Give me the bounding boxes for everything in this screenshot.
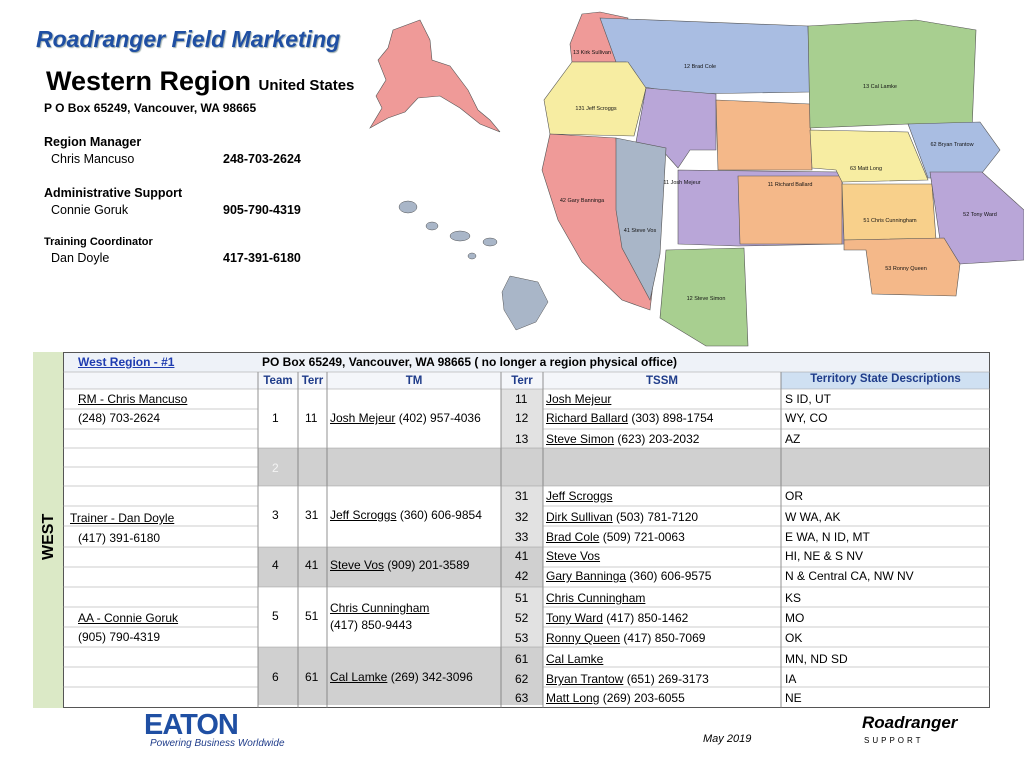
tssm-name[interactable]: Brad Cole (546, 530, 600, 544)
map-label: 53 Ronny Queen (885, 266, 927, 272)
map-alaska (370, 20, 500, 132)
territory-description: N & Central CA, NW NV (785, 569, 914, 583)
tssm-contact (546, 530, 685, 544)
tssm-name[interactable]: Cal Lamke (546, 652, 604, 666)
roadranger-logo: Roadranger (862, 713, 958, 732)
tm-contact (330, 670, 473, 684)
map-label: 11 Josh Mejeur (663, 180, 701, 186)
tm-phone: (402) 957-4036 (395, 411, 481, 425)
tssm-terr: 31 (515, 489, 529, 503)
rm-label: Region Manager (44, 135, 142, 149)
col-tm: TM (405, 375, 423, 387)
tssm-contact (546, 392, 611, 406)
tssm-contact (546, 411, 713, 425)
map-label: 63 Matt Long (849, 166, 883, 172)
map-label: 51 Chris Cunningham (863, 218, 917, 224)
territory-description: WY, CO (785, 411, 828, 425)
rm-name: Chris Mancuso (51, 152, 135, 166)
team-terr: 61 (305, 670, 319, 684)
tssm-terr: 53 (515, 631, 529, 645)
tssm-name[interactable]: Matt Long (546, 691, 600, 705)
eaton-logo (144, 710, 244, 738)
tssm-terr: 62 (515, 672, 529, 686)
map-label: 11 Richard Ballard (767, 182, 813, 188)
trainer-name: Dan Doyle (51, 251, 110, 265)
map-label: 13 Kirk Sullivan (573, 50, 611, 56)
tssm-contact (546, 652, 603, 666)
tssm-name[interactable]: Tony Ward (546, 611, 603, 625)
footer-date: May 2019 (703, 733, 752, 745)
tssm-contact (546, 549, 600, 563)
rm-phone: 248-703-2624 (223, 152, 301, 166)
tssm-terr: 11 (515, 392, 528, 406)
tm-phone: (269) 342-3096 (387, 670, 473, 684)
territory-map (360, 0, 1024, 350)
map-hawaii (399, 201, 548, 330)
tssm-phone: (303) 898-1754 (628, 411, 714, 425)
tssm-name[interactable]: Josh Mejeur (546, 392, 612, 406)
rm-row-phone: (248) 703-2624 (78, 411, 161, 425)
rm-row-label: RM - Chris Mancuso (78, 392, 188, 406)
tm-name[interactable]: Chris Cunningham (330, 601, 430, 615)
region-note: PO Box 65249, Vancouver, WA 98665 ( no longer a region physical office) (262, 355, 678, 369)
map-label: 42 Gary Banninga (559, 198, 605, 204)
team-number: 1 (272, 411, 279, 425)
tssm-name[interactable]: Ronny Queen (546, 631, 621, 645)
tssm-terr: 12 (515, 411, 529, 425)
col-terr-2: Terr (511, 375, 533, 387)
tssm-contact (546, 591, 645, 605)
tssm-name[interactable]: Bryan Trantow (546, 672, 624, 686)
tm-name[interactable]: Cal Lamke (330, 670, 388, 684)
territory-description: S ID, UT (785, 392, 832, 406)
tssm-contact (546, 489, 612, 503)
tssm-name[interactable]: Richard Ballard (546, 411, 629, 425)
tm-phone: (417) 850-9443 (330, 618, 413, 632)
territory-description: AZ (785, 432, 801, 446)
tssm-contact (546, 510, 698, 524)
tssm-terr: 61 (515, 652, 529, 666)
col-team: Team (263, 375, 293, 387)
trainer-phone: 417-391-6180 (223, 251, 301, 265)
map-label: 12 Steve Simon (686, 296, 726, 302)
tssm-terr: 13 (515, 432, 529, 446)
team-terr: 41 (305, 558, 319, 572)
tssm-name[interactable]: Dirk Sullivan (546, 510, 613, 524)
tssm-phone: (509) 721-0063 (599, 530, 685, 544)
admin-label: Administrative Support (44, 186, 183, 200)
region-side-label: WEST (40, 513, 57, 560)
region-name: Western Region (46, 66, 252, 96)
team-number: 6 (272, 670, 279, 684)
region-link[interactable]: West Region - #1 (78, 355, 175, 369)
map-label: 52 Tony Ward (963, 212, 997, 218)
tssm-terr: 51 (515, 591, 529, 605)
tm-phone: (909) 201-3589 (384, 558, 470, 572)
map-label: 12 Brad Cole (683, 64, 717, 70)
tssm-name[interactable]: Chris Cunningham (546, 591, 646, 605)
territory-description: OK (785, 631, 803, 645)
territory-description: IA (785, 672, 797, 686)
tm-name[interactable]: Josh Mejeur (330, 411, 396, 425)
territory-description: MO (785, 611, 805, 625)
region-country: United States (258, 77, 355, 94)
tssm-contact (546, 631, 705, 645)
tssm-terr: 42 (515, 569, 529, 583)
tssm-contact (546, 432, 699, 446)
team-terr: 11 (305, 411, 318, 425)
team-number: 5 (272, 609, 279, 623)
col-tssm: TSSM (646, 375, 678, 387)
territory-description: HI, NE & S NV (785, 549, 864, 563)
col-terr: Terr (301, 375, 324, 387)
tm-contact (330, 558, 469, 572)
tssm-terr: 32 (515, 510, 529, 524)
tssm-phone: (623) 203-2032 (614, 432, 700, 446)
tssm-terr: 52 (515, 611, 529, 625)
tm-phone: (360) 606-9854 (396, 508, 482, 522)
tm-name[interactable]: Jeff Scroggs (330, 508, 397, 522)
team-number: 3 (272, 508, 279, 522)
tssm-name[interactable]: Steve Vos (546, 549, 601, 563)
trainer-row-phone: (417) 391-6180 (78, 531, 161, 545)
tssm-terr: 41 (515, 549, 529, 563)
page-title: Roadranger Field Marketing (36, 26, 341, 52)
territory-description: MN, ND SD (785, 652, 848, 666)
territory-description: KS (785, 591, 802, 605)
team-terr: 51 (305, 609, 319, 623)
tssm-phone: (651) 269-3173 (623, 672, 709, 686)
eaton-logo-text: EATON (144, 710, 238, 738)
map-label: 62 Bryan Trantow (930, 142, 974, 148)
tssm-name[interactable]: Jeff Scroggs (546, 489, 613, 503)
team-number: 2 (272, 461, 279, 475)
tssm-phone: (360) 606-9575 (626, 569, 712, 583)
territory-description: W WA, AK (785, 510, 841, 524)
region-heading (46, 66, 354, 97)
tssm-phone: (417) 850-1462 (602, 611, 689, 625)
tm-contact (330, 508, 482, 522)
col-territory-desc: Territory State Descriptions (810, 373, 961, 385)
map-label: 131 Jeff Scroggs (575, 106, 617, 112)
tssm-terr: 63 (515, 691, 529, 705)
tssm-contact (546, 569, 711, 583)
map-label: 41 Steve Vos (623, 228, 657, 234)
territory-description: E WA, N ID, MT (785, 530, 870, 544)
team-terr: 31 (305, 508, 319, 522)
territory-description: NE (785, 691, 802, 705)
admin-phone: 905-790-4319 (223, 203, 301, 217)
admin-name: Connie Goruk (51, 203, 129, 217)
eaton-tagline: Powering Business Worldwide (150, 738, 285, 749)
team-number: 4 (272, 558, 279, 572)
tm-contact (330, 411, 481, 425)
tssm-name[interactable]: Steve Simon (546, 432, 615, 446)
tssm-contact (546, 611, 688, 625)
map-label: 13 Cal Lamke (863, 84, 897, 90)
territory-description: OR (785, 489, 803, 503)
aa-row-phone: (905) 790-4319 (78, 630, 161, 644)
tssm-contact (546, 691, 685, 705)
tssm-phone: (503) 781-7120 (612, 510, 699, 524)
tssm-terr: 33 (515, 530, 529, 544)
roadranger-support: SUPPORT (864, 736, 924, 745)
tssm-phone: (269) 203-6055 (599, 691, 685, 705)
tm-name[interactable]: Steve Vos (330, 558, 385, 572)
trainer-label: Training Coordinator (44, 236, 153, 248)
tssm-phone: (417) 850-7069 (620, 631, 706, 645)
tssm-name[interactable]: Gary Banninga (546, 569, 627, 583)
region-address: P O Box 65249, Vancouver, WA 98665 (44, 101, 257, 115)
tssm-contact (546, 672, 709, 686)
aa-row-label: AA - Connie Goruk (78, 611, 179, 625)
trainer-row-label: Trainer - Dan Doyle (70, 511, 175, 525)
